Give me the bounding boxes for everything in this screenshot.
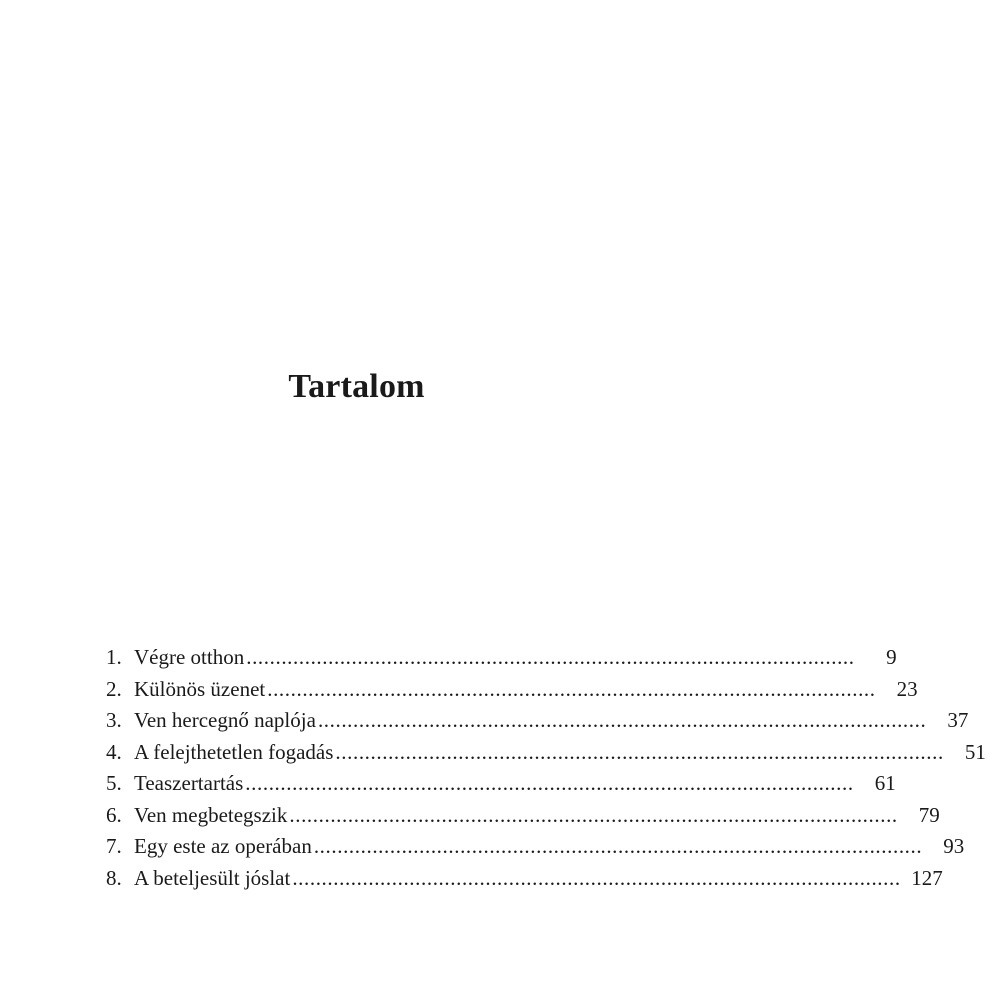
- dot-leader: ........................................................................................................: [267, 676, 876, 701]
- toc-entry-title: Különös üzenet: [134, 676, 266, 701]
- toc-entry: [106, 768, 896, 800]
- dot-leader: ........................................................................................................: [245, 771, 854, 795]
- toc-entry-page: 79: [918, 802, 940, 827]
- toc-entry: [106, 800, 940, 832]
- toc-entry-title: Ven megbetegszik: [134, 802, 288, 827]
- toc-entry: [106, 831, 965, 863]
- toc-entry-number: 4.: [106, 739, 122, 764]
- dot-leader: ........................................................................................................: [289, 802, 898, 827]
- dot-leader: ........................................................................................................: [335, 739, 944, 764]
- toc-entry-page: 51: [964, 739, 986, 764]
- toc-entry-page: 9: [886, 645, 897, 669]
- toc-entry-title: Egy este az operában: [134, 834, 312, 858]
- dot-leader: ........................................................................................................: [292, 865, 901, 890]
- toc-entry: [106, 863, 943, 895]
- toc-entry-title: A beteljesült jóslat: [134, 865, 291, 890]
- dot-leader: ........................................................................................................: [317, 708, 927, 732]
- toc-entry-number: 3.: [106, 708, 122, 732]
- toc-entry: [106, 642, 897, 674]
- toc-entry-number: 5.: [106, 771, 122, 795]
- toc-entry-number: 7.: [106, 834, 122, 858]
- toc-entry-number: 2.: [106, 676, 122, 701]
- toc-entry-title: Teaszertartás: [134, 771, 244, 795]
- dot-leader: ........................................................................................................: [246, 645, 855, 669]
- toc-entry-page: 127: [911, 865, 943, 890]
- page-title: Tartalom: [288, 367, 425, 405]
- toc-entry: [106, 737, 986, 769]
- toc-entry-page: 37: [947, 708, 969, 732]
- toc-entry-page: 93: [943, 834, 965, 858]
- toc-entry-page: 23: [896, 676, 918, 701]
- toc-entry-number: 6.: [106, 802, 122, 827]
- toc-entry-title: A felejthetetlen fogadás: [134, 739, 334, 764]
- toc-entry-number: 1.: [106, 645, 122, 669]
- toc-entry-number: 8.: [106, 865, 122, 890]
- toc-entry: [106, 705, 969, 737]
- toc-entry: [106, 674, 918, 706]
- toc-entry-title: Végre otthon: [134, 645, 245, 669]
- toc-entry-page: 61: [874, 771, 896, 795]
- dot-leader: ........................................................................................................: [313, 834, 923, 858]
- table-of-contents: [106, 642, 986, 894]
- toc-entry-title: Ven hercegnő naplója: [134, 708, 316, 732]
